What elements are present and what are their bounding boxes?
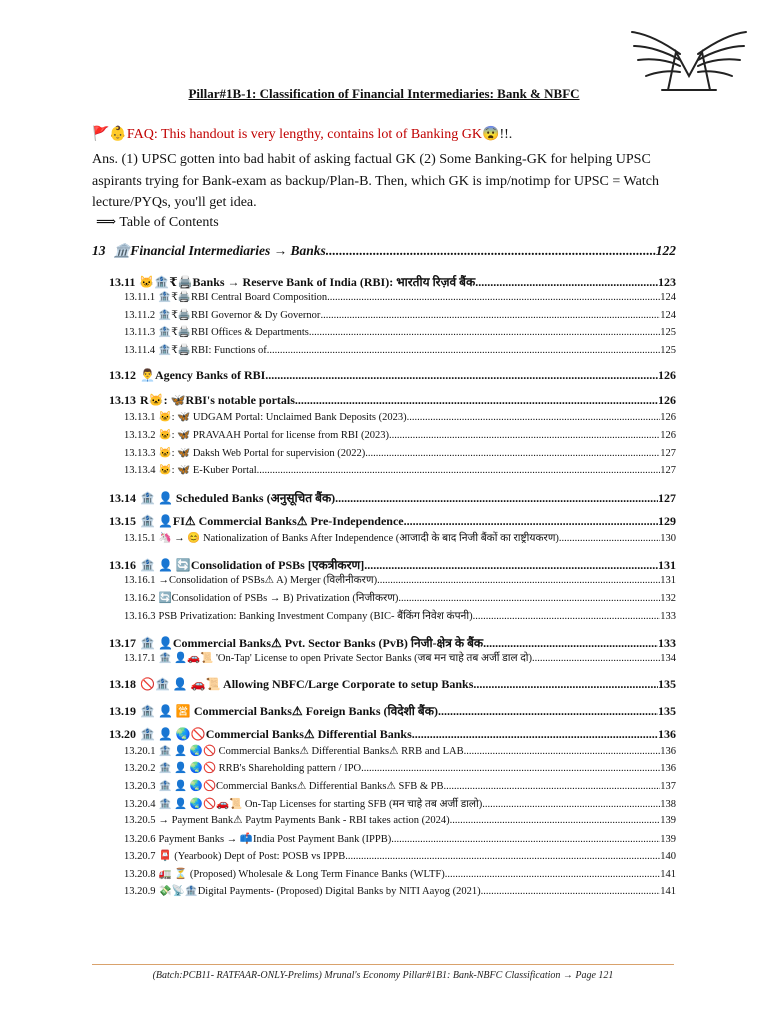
page-footer: (Batch:PCB11- RATFAAR-ONLY-Prelims) Mrunal's Economy Pillar#1B1: Bank-NBFC Classification → Page 121 <box>152 970 614 981</box>
page-title: Pillar#1B-1: Classification of Financial Intermediaries: Bank & NBFC <box>188 86 580 101</box>
faq-answer: Ans. (1) UPSC gotten into bad habit of asking factual GK (2) Some Banking-GK for helping UPSC aspirants trying for Bank-exam as backup/Plan-B. Then, which GK is imp/notimp for UPSC = Watch lecture/PYQs, you'll get idea. <box>92 152 659 210</box>
toc-entry-page: 127 <box>658 490 676 505</box>
toc-entry[interactable] <box>92 325 676 343</box>
toc-leader-dots <box>445 869 661 880</box>
toc-entry[interactable] <box>92 273 676 290</box>
toc-entry-page: 141 <box>660 886 676 898</box>
toc-entry-title: 🏦 👤 🌏🚫Commercial Banks⚠ Differential Banks <box>140 726 412 741</box>
toc-entry[interactable] <box>92 243 676 265</box>
toc-leader-dots <box>345 851 660 862</box>
toc-entry-page: 139 <box>660 815 676 827</box>
toc-entry[interactable] <box>92 849 676 867</box>
toc-entry-page: 136 <box>660 763 676 775</box>
toc-leader-dots <box>389 430 660 441</box>
toc-entry-page: 124 <box>660 309 676 321</box>
toc-entry-title: 🏦 👤 🌏🚫Commercial Banks⚠ Differential Banks⚠ SFB & PB <box>158 780 444 792</box>
toc-entry-title: Payment Banks → 📫India Post Payment Bank (IPPB) <box>158 833 392 845</box>
toc-entry-number: 13.11.1 <box>124 292 156 303</box>
faq-tail: !!. <box>499 127 513 142</box>
toc-entry-page: 135 <box>658 703 676 718</box>
toc-entry-title: 🏦 👤Commercial Banks⚠ Pvt. Sector Banks (PvB) निजी-क्षेत्र के बैंक <box>140 636 484 651</box>
toc-entry-page: 139 <box>660 833 676 845</box>
toc-leader-dots <box>335 491 658 506</box>
toc-leader-dots <box>481 886 661 897</box>
toc-leader-dots <box>404 514 658 529</box>
toc-entry[interactable] <box>92 514 676 531</box>
toc-entry-number: 13.14 <box>109 490 136 505</box>
toc-entry-number: 13.13.1 <box>124 412 156 424</box>
toc-leader-dots <box>267 345 660 356</box>
toc-entry[interactable] <box>92 573 676 591</box>
toc-entry-page: 131 <box>658 558 676 573</box>
toc-entry-title: → Payment Bank⚠ Paytm Payments Bank - RBI takes action (2024) <box>158 815 450 827</box>
toc-entry-number: 13.16.3 <box>124 610 156 622</box>
toc-leader-dots <box>361 763 660 774</box>
toc-entry-number: 13.16.2 <box>124 592 156 604</box>
toc-entry-title: 🔄Consolidation of PSBs → B) Privatization (निजीकरण) <box>158 592 399 604</box>
toc-entry-number: 13.15 <box>109 513 136 528</box>
faq-text: FAQ: This handout is very lengthy, contains lot of Banking GK😨 <box>126 127 500 142</box>
toc-entry-title: 🚛 ⏳ (Proposed) Wholesale & Long Term Finance Banks (WLTF) <box>158 868 445 880</box>
toc-entry-title: 👨‍💼Agency Banks of RBI <box>140 368 266 383</box>
toc-entry[interactable] <box>92 727 676 744</box>
toc-entry-number: 13.16 <box>109 558 136 573</box>
toc-entry[interactable] <box>92 290 676 308</box>
table-of-contents <box>92 243 676 902</box>
toc-entry-title: 🏦 👤 Scheduled Banks (अनुसूचित बैंक) <box>140 490 336 505</box>
toc-entry-page: 130 <box>660 532 676 544</box>
toc-entry-page: 125 <box>660 327 676 339</box>
toc-entry-title: PSB Privatization: Banking Investment Company (BIC- बैंकिंग निवेश कंपनी) <box>158 610 473 622</box>
toc-entry-page: 129 <box>658 513 676 528</box>
toc-entry-number: 13.13.2 <box>124 429 156 441</box>
toc-entry-page: 127 <box>660 465 676 477</box>
toc-entry-title: 🏦₹🖨️RBI: Functions of <box>158 344 267 356</box>
toc-entry[interactable] <box>92 410 676 428</box>
toc-entry-page: 137 <box>660 780 676 792</box>
toc-entry[interactable] <box>92 797 676 815</box>
toc-entry-number: 13.20.7 <box>124 851 156 863</box>
toc-entry[interactable] <box>92 531 676 549</box>
toc-entry-title: 🏦₹🖨️RBI Offices & Departments <box>158 327 309 339</box>
toc-leader-dots <box>326 243 656 259</box>
toc-entry[interactable] <box>92 343 676 361</box>
toc-entry-number: 13.20.3 <box>124 780 156 792</box>
toc-leader-dots <box>438 704 658 719</box>
toc-entry-number: 13.19 <box>109 703 136 718</box>
toc-leader-dots <box>483 636 658 651</box>
toc-entry-title: 🏦 👤 🌏🚫 Commercial Banks⚠ Differential Banks⚠ RRB and LAB <box>158 745 464 757</box>
toc-entry-number: 13.20.6 <box>124 833 156 845</box>
toc-entry-title: 🏦₹🖨️RBI Central Board Composition <box>158 292 328 303</box>
toc-entry-title: R🐱: 🦋RBI's notable portals <box>140 393 295 408</box>
toc-entry[interactable] <box>92 556 676 573</box>
toc-entry-title: 🐱: 🦋 PRAVAAH Portal for license from RBI (2023) <box>158 429 389 441</box>
toc-entry-number: 13.20.1 <box>124 745 156 757</box>
toc-entry-page: 123 <box>658 275 676 289</box>
toc-entry-title: 🚫🏦 👤 🚗📜 Allowing NBFC/Large Corporate to setup Banks <box>140 676 474 691</box>
toc-entry-page: 133 <box>658 636 676 651</box>
footer-divider <box>92 964 674 965</box>
toc-entry-number: 13.15.1 <box>124 532 156 544</box>
toc-entry-title: 🏦₹🖨️RBI Governor & Dy Governor <box>158 309 321 321</box>
toc-entry-title: 📮 (Yearbook) Dept of Post: POSB vs IPPB <box>158 851 346 863</box>
toc-leader-dots <box>391 834 660 845</box>
toc-entry-page: 132 <box>660 592 676 604</box>
toc-entry[interactable] <box>92 368 676 385</box>
toc-entry-title: 💸📡🏦Digital Payments- (Proposed) Digital Banks by NITI Aayog (2021) <box>158 886 481 898</box>
toc-entry[interactable] <box>92 677 676 694</box>
toc-entry[interactable] <box>92 463 676 481</box>
toc-entry[interactable] <box>92 634 676 651</box>
toc-entry-number: 13.11 <box>109 275 136 289</box>
toc-heading: ⟹ Table of Contents <box>96 215 219 230</box>
toc-entry-number: 13.12 <box>109 368 136 383</box>
toc-entry-title: 🏦 👤 🌏🚫 RRB's Shareholding pattern / IPO <box>158 763 362 775</box>
toc-entry-page: 133 <box>660 610 676 622</box>
toc-entry-page: 136 <box>660 745 676 757</box>
toc-leader-dots <box>412 727 658 742</box>
toc-leader-dots <box>473 611 661 622</box>
toc-entry-number: 13.11.4 <box>124 344 156 356</box>
toc-entry-title: 🏦 👤 🌏🚫🚗📜 On-Tap Licenses for starting SFB (मन चाहे तब अर्जी डालो) <box>158 798 483 810</box>
toc-entry-number: 13.17 <box>109 636 136 651</box>
toc-leader-dots <box>464 746 661 757</box>
toc-entry-number: 13.16.1 <box>124 575 156 587</box>
toc-entry-page: 134 <box>660 653 676 665</box>
toc-entry-page: 140 <box>660 851 676 863</box>
toc-entry[interactable] <box>92 446 676 464</box>
toc-entry[interactable] <box>92 428 676 446</box>
toc-entry-number: 13.20.5 <box>124 815 156 827</box>
toc-leader-dots <box>257 465 661 476</box>
toc-leader-dots <box>327 292 660 303</box>
toc-entry-page: 138 <box>660 798 676 810</box>
toc-entry-number: 13.13.3 <box>124 447 156 459</box>
toc-entry-title: 🏛️Financial Intermediaries → Banks <box>113 243 326 258</box>
toc-entry-page: 136 <box>658 726 676 741</box>
toc-entry-page: 135 <box>658 676 676 691</box>
toc-entry[interactable] <box>92 814 676 832</box>
toc-entry-number: 13.11.2 <box>124 309 156 321</box>
toc-leader-dots <box>364 558 658 573</box>
toc-entry-number: 13.13.4 <box>124 465 156 477</box>
toc-entry[interactable] <box>92 651 676 669</box>
faq-note <box>92 126 512 143</box>
toc-entry-page: 124 <box>660 292 676 303</box>
toc-entry-title: 🐱: 🦋 Daksh Web Portal for supervision (2022) <box>158 447 366 459</box>
toc-leader-dots <box>377 575 660 586</box>
toc-leader-dots <box>473 677 658 692</box>
toc-entry-page: 122 <box>655 243 676 258</box>
toc-entry-title: 🐱🏦₹🖨️Banks → Reserve Bank of India (RBI): भारतीय रिज़र्व बैंक <box>139 275 476 289</box>
toc-entry[interactable] <box>92 591 676 609</box>
toc-entry-page: 141 <box>660 868 676 880</box>
toc-entry[interactable] <box>92 867 676 885</box>
toc-entry-title: 🦄 → 😊 Nationalization of Banks After Independence (आजादी के बाद निजी बैंकों का राष्ट्रीयकरण) <box>158 532 559 544</box>
toc-entry[interactable] <box>92 308 676 326</box>
toc-entry-number: 13.20.2 <box>124 763 156 775</box>
toc-entry-title: 🐱: 🦋 UDGAM Portal: Unclaimed Bank Deposits (2023) <box>158 412 407 424</box>
toc-leader-dots <box>450 815 661 826</box>
toc-entry-number: 13 <box>92 243 106 258</box>
toc-entry-number: 13.20.9 <box>124 886 156 898</box>
toc-leader-dots <box>444 781 661 792</box>
toc-entry[interactable] <box>92 489 676 506</box>
toc-entry-number: 13.11.3 <box>124 327 156 339</box>
toc-entry-page: 131 <box>660 575 676 587</box>
toc-entry[interactable] <box>92 702 676 719</box>
toc-entry[interactable] <box>92 761 676 779</box>
toc-leader-dots <box>320 310 660 321</box>
flag-baby-icon: 🚩👶 <box>92 127 127 142</box>
toc-entry-number: 13.20 <box>109 726 136 741</box>
toc-leader-dots <box>365 448 660 459</box>
toc-entry[interactable] <box>92 609 676 627</box>
toc-leader-dots <box>265 368 658 383</box>
toc-leader-dots <box>559 533 660 544</box>
toc-entry-title: 🏦 👤FI⚠ Commercial Banks⚠ Pre-Independence <box>140 513 404 528</box>
toc-leader-dots <box>398 593 660 604</box>
toc-entry-page: 127 <box>660 447 676 459</box>
toc-leader-dots <box>475 275 658 290</box>
toc-entry-title: 🐱: 🦋 E-Kuber Portal <box>158 465 257 477</box>
toc-entry-title: →Consolidation of PSBs⚠ A) Merger (विलीनीकरण) <box>158 575 378 587</box>
toc-entry-number: 13.18 <box>109 676 136 691</box>
toc-leader-dots <box>309 327 660 338</box>
toc-entry-page: 126 <box>658 368 676 383</box>
toc-entry-number: 13.17.1 <box>124 653 156 665</box>
toc-entry-page: 126 <box>660 412 676 424</box>
toc-entry[interactable] <box>92 884 676 902</box>
toc-leader-dots <box>482 799 660 810</box>
toc-entry-page: 126 <box>658 393 676 408</box>
toc-entry-title: 🏦 👤 🔄Consolidation of PSBs [एकत्रीकरण] <box>140 558 365 573</box>
toc-entry-title: 🏦 👤 🈺 Commercial Banks⚠ Foreign Banks (विदेशी बैंक) <box>140 703 438 718</box>
toc-entry-number: 13.20.4 <box>124 798 156 810</box>
toc-entry-number: 13.20.8 <box>124 868 156 880</box>
toc-leader-dots <box>407 412 661 423</box>
toc-entry[interactable] <box>92 744 676 762</box>
toc-entry[interactable] <box>92 779 676 797</box>
toc-entry-page: 125 <box>660 344 676 356</box>
toc-entry-page: 126 <box>660 429 676 441</box>
toc-entry-number: 13.13 <box>109 393 136 408</box>
toc-entry-title: 🏦 👤🚗📜 'On-Tap' License to open Private Sector Banks (जब मन चाहे तब अर्जी डाल दो) <box>158 653 533 665</box>
toc-leader-dots <box>295 393 658 408</box>
toc-entry[interactable] <box>92 832 676 850</box>
toc-leader-dots <box>532 653 660 664</box>
toc-entry[interactable] <box>92 393 676 410</box>
